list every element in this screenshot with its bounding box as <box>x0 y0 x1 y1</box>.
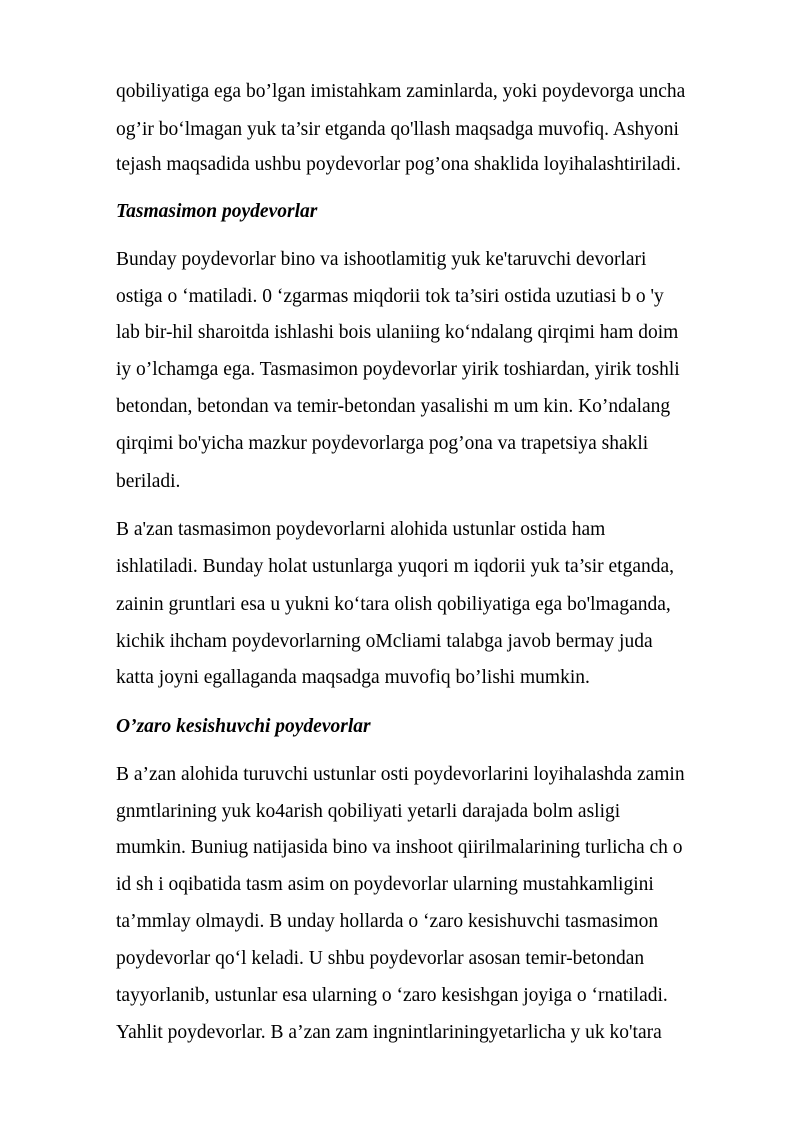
paragraph-1-line-1: qobiliyatiga ega bo’lgan imistahkam zaminlarda, yoki poydevorga uncha <box>116 81 686 102</box>
paragraph-2-line-3: lab bir-hil sharoitda ishlashi bois ulaniing ko‘ndalang qirqimi ham doim <box>116 322 679 343</box>
paragraph-2-line-4: iy o’lchamga ega. Tasmasimon poydevorlar yirik toshiardan, yirik toshli <box>116 359 680 380</box>
paragraph-4-line-3: mumkin. Buniug natijasida bino va inshoot qiirilmalarining turlicha ch o <box>116 837 683 858</box>
paragraph-1-line-3: tejash maqsadida ushbu poydevorlar pog’ona shaklida loyihalashtiriladi. <box>116 154 681 175</box>
paragraph-4-line-7: tayyorlanib, ustunlar esa ularning o ‘zaro kesishgan joyiga o ‘rnatiladi. <box>116 985 668 1006</box>
paragraph-4-line-2: gnmtlarining yuk ko4arish qobiliyati yetarli darajada bolm asligi <box>116 801 621 822</box>
paragraph-3-line-1: B a'zan tasmasimon poydevorlarni alohida ustunlar ostida ham <box>116 519 606 540</box>
paragraph-4-line-5: ta’mmlay olmaydi. B unday hollarda o ‘zaro kesishuvchi tasmasimon <box>116 911 659 932</box>
paragraph-1-line-2: og’ir bo‘lmagan yuk ta’sir etganda qo'llash maqsadga muvofiq. Ashyoni <box>116 119 679 140</box>
paragraph-4-line-1: B a’zan alohida turuvchi ustunlar osti poydevorlarini loyihalashda zamin <box>116 764 685 785</box>
section-heading-ozaro: O’zaro kesishuvchi poydevorlar <box>116 716 371 737</box>
paragraph-2-line-7: beriladi. <box>116 471 181 492</box>
paragraph-3-line-5: katta joyni egallaganda maqsadga muvofiq bo’lishi mumkin. <box>116 667 590 688</box>
paragraph-3-line-2: ishlatiladi. Bunday holat ustunlarga yuqori m iqdorii yuk ta’sir etganda, <box>116 556 675 577</box>
section-heading-tasmasimon: Tasmasimon poydevorlar <box>116 201 318 222</box>
paragraph-2-line-6: qirqimi bo'yicha mazkur poydevorlarga pog’ona va trapetsiya shakli <box>116 433 649 454</box>
paragraph-4-line-4: id sh i oqibatida tasm asim on poydevorlar ularning mustahkamligini <box>116 874 654 895</box>
paragraph-3-line-3: zainin gruntlari esa u yukni ko‘tara olish qobiliyatiga ega bo'lmaganda, <box>116 594 671 615</box>
paragraph-2-line-1: Bunday poydevorlar bino va ishootlamitig yuk ke'taruvchi devorlari <box>116 249 647 270</box>
paragraph-4-line-8: Yahlit poydevorlar. B a’zan zam ingnintlariningyetarlicha y uk ko'tara <box>116 1022 662 1043</box>
paragraph-2-line-5: betondan, betondan va temir-betondan yasalishi m um kin. Ko’ndalang <box>116 396 671 417</box>
paragraph-4-line-6: poydevorlar qo‘l keladi. U shbu poydevorlar asosan temir-betondan <box>116 948 645 969</box>
paragraph-2-line-2: ostiga o ‘matiladi. 0 ‘zgarmas miqdorii tok ta’siri ostida uzutiasi b o 'y <box>116 286 664 307</box>
paragraph-3-line-4: kichik ihcham poydevorlarning oMcliami talabga javob bermay juda <box>116 631 653 652</box>
